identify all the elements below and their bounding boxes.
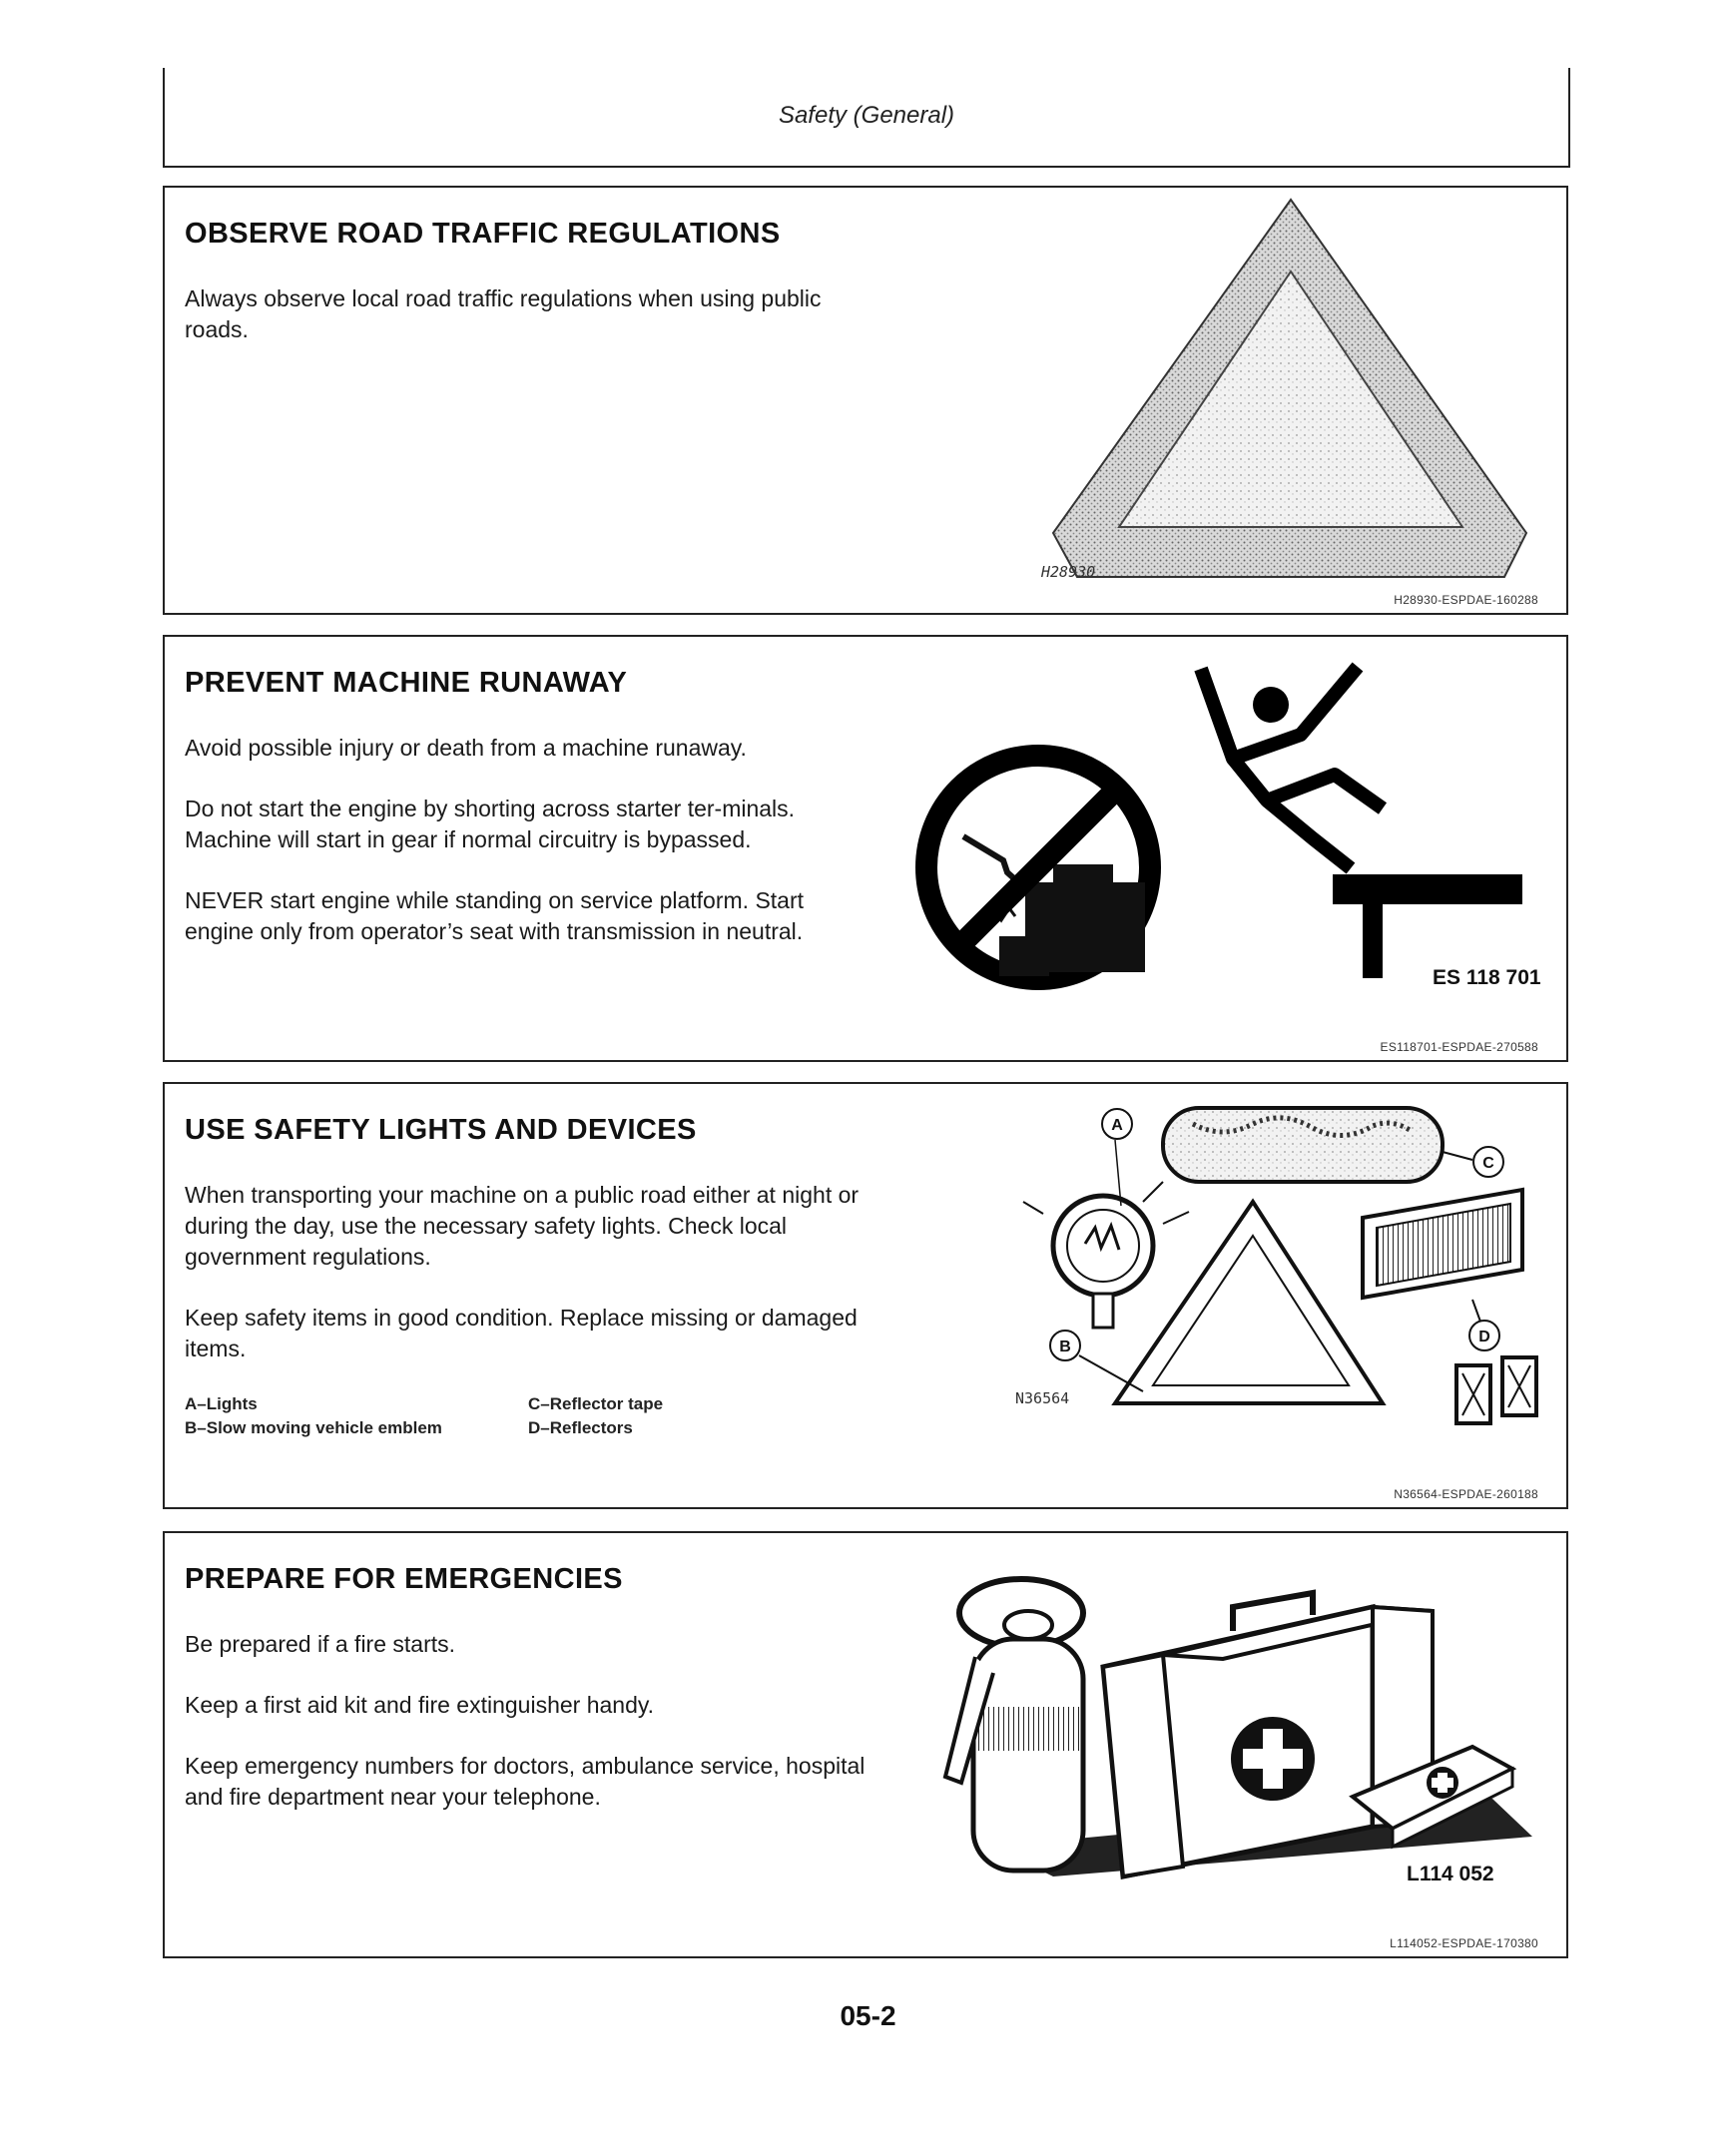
paragraph: Be prepared if a fire starts.: [185, 1631, 456, 1657]
reference-id: L114052-ESPDAE-170380: [1390, 1936, 1538, 1950]
section-use-safety-lights: [163, 1082, 1568, 1509]
section-title: PREPARE FOR EMERGENCIES: [185, 1563, 623, 1595]
paragraph: Avoid possible injury or death from a machine runaway.: [185, 735, 747, 761]
page-number: 05-2: [840, 2000, 896, 2031]
paragraph: Keep safety items in good condition. Replace missing or damaged items.: [185, 1305, 858, 1361]
figure-label: L114 052: [1407, 1863, 1494, 1885]
figure-label: N36564: [1015, 1389, 1070, 1407]
section-body: [185, 733, 873, 977]
paragraph: Keep a first aid kit and fire extinguisher handy.: [185, 1692, 655, 1718]
running-head: Safety (General): [778, 102, 955, 129]
figure-legend: [185, 1394, 873, 1438]
legend-item: C–Reflector tape: [528, 1394, 664, 1413]
page-header: [163, 68, 1570, 168]
section-prevent-machine-runaway: [163, 635, 1568, 1062]
reference-id: H28930-ESPDAE-160288: [1394, 593, 1538, 607]
section-body: [185, 1180, 873, 1438]
paragraph: Do not start the engine by shorting across starter ter-minals. Machine will start in gear if normal circuitry is bypassed.: [185, 796, 796, 852]
legend-item: A–Lights: [185, 1394, 258, 1413]
callout-a: A: [1111, 1117, 1123, 1134]
fire-extinguisher-first-aid-figure: [933, 1547, 1552, 1886]
no-shorting-starter-icon: [903, 733, 1173, 1002]
slow-moving-vehicle-emblem-figure: [1023, 194, 1542, 593]
legend-item: D–Reflectors: [528, 1418, 633, 1437]
callout-d: D: [1478, 1329, 1490, 1345]
figure-label: H28930: [1041, 563, 1096, 581]
paragraph: Keep emergency numbers for doctors, ambulance service, hospital and fire department near your telephone.: [185, 1753, 866, 1810]
section-body: [185, 283, 873, 375]
section-title: USE SAFETY LIGHTS AND DEVICES: [185, 1114, 697, 1146]
legend-item: B–Slow moving vehicle emblem: [185, 1418, 442, 1437]
paragraph: Always observe local road traffic regulations when using public roads.: [185, 285, 822, 342]
figure-label: ES 118 701: [1433, 966, 1541, 989]
falling-person-icon: [1183, 649, 1522, 978]
section-title: OBSERVE ROAD TRAFFIC REGULATIONS: [185, 218, 781, 250]
callout-c: C: [1482, 1155, 1494, 1172]
section-prepare-for-emergencies: [163, 1531, 1568, 1958]
paragraph: NEVER start engine while standing on service platform. Start engine only from operator’s seat with transmission in neutral.: [185, 887, 805, 944]
reference-id: N36564-ESPDAE-260188: [1394, 1487, 1538, 1501]
callout-b: B: [1059, 1339, 1071, 1355]
section-observe-road-traffic: [163, 186, 1568, 615]
paragraph: When transporting your machine on a public road either at night or during the day, use the necessary safety lights. Check local government regulations.: [185, 1182, 860, 1270]
section-body: [185, 1629, 873, 1843]
safety-lights-devices-figure: [1003, 1094, 1562, 1433]
reference-id: ES118701-ESPDAE-270588: [1380, 1040, 1538, 1054]
section-title: PREVENT MACHINE RUNAWAY: [185, 667, 628, 699]
